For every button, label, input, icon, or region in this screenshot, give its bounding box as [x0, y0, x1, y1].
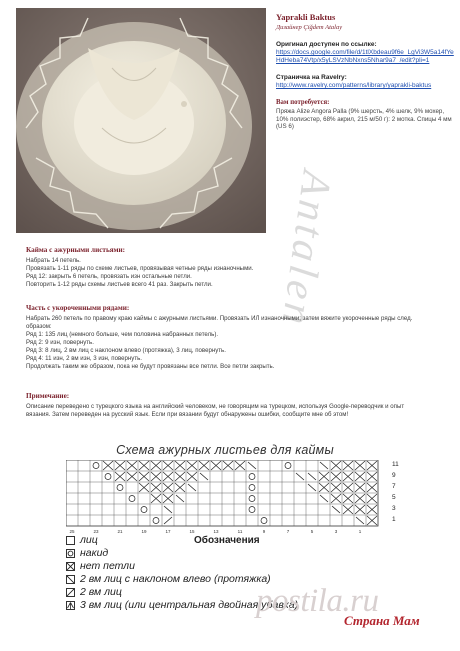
- right-slant-icon: [66, 588, 75, 597]
- col-label: 1: [358, 529, 362, 534]
- col-label: 25: [69, 529, 75, 534]
- row-label: 5: [392, 494, 396, 501]
- chart-grid: [66, 460, 390, 534]
- legend-label: 2 вм лиц: [80, 586, 122, 598]
- legend-item-k2tog: [66, 586, 122, 598]
- legend-heading: Обозначения: [194, 535, 260, 546]
- section-short-rows: [26, 304, 426, 371]
- col-label: 7: [286, 529, 290, 534]
- needs-text: Пряжа Alize Angora Palla (9% шерсть, 4% шелк, 9% мохер, 10% полиэстер, 68% акрил, 215 м/50 г): 2 мотка. Спицы 4 мм (US 6): [276, 107, 452, 131]
- section-line: Ряд 2: 9 изн, повернуть.: [26, 338, 94, 346]
- section-line: Ряд 1: 135 лиц (немного больше, чем половина набранных петель).: [26, 330, 219, 338]
- col-label: 9: [262, 529, 266, 534]
- legend-label: 3 вм лиц (или центральная двойная убавка): [80, 599, 299, 611]
- footer-logo: [256, 583, 456, 643]
- legend-item-nostitch: [66, 560, 135, 572]
- row-label: 9: [392, 472, 396, 479]
- row-label: 3: [392, 505, 396, 512]
- col-label: 15: [189, 529, 195, 534]
- col-label: 11: [237, 529, 243, 534]
- col-label: 5: [310, 529, 314, 534]
- col-label: 23: [93, 529, 99, 534]
- pattern-info: [276, 12, 454, 131]
- legend-item-yo: [66, 547, 108, 559]
- section-line: Ряд 3: 8 лиц, 2 вм лиц с наклоном влево (протяжка), 3 лиц, повернуть.: [26, 346, 226, 354]
- section-heading: Кайма с ажурными листьями:: [26, 246, 126, 254]
- left-slant-icon: [66, 575, 75, 584]
- shawl-photo: [16, 8, 266, 233]
- legend-label: лиц: [80, 534, 98, 546]
- section-line: Набрать 260 петель по правому краю каймы с ажурными листьями. Провязать ИЛ изнаночными; затем вяжите укороченные ряды след. образом:: [26, 314, 413, 330]
- designer-name: Дизайнер Çiğdem Atalay: [276, 23, 343, 31]
- section-line: Ряд 12: закрыть 6 петель, провязать изн остальные петли.: [26, 272, 192, 280]
- knitting-chart: [66, 460, 390, 539]
- row-label: 1: [392, 516, 396, 523]
- legend-item-knit: [66, 534, 98, 546]
- col-label: 19: [141, 529, 147, 534]
- row-label: 11: [392, 461, 399, 468]
- legend-item-ssk: [66, 573, 271, 585]
- col-label: 3: [334, 529, 338, 534]
- legend-label: нет петли: [80, 560, 135, 572]
- ravelry-label: Страничка на Ravelry:: [276, 74, 347, 82]
- cross-icon: [66, 562, 75, 571]
- section-line: Продолжать таким же образом, пока не будут провязаны все петли. Все петли закрыть.: [26, 362, 275, 370]
- col-label: 21: [117, 529, 123, 534]
- section-heading: Часть с укороченными рядами:: [26, 304, 130, 312]
- section-line: Провязать 1-11 ряды по схеме листьев, провязывая четные ряды изнаночными.: [26, 264, 254, 272]
- ravelry-link[interactable]: http://www.ravelry.com/patterns/library/yaprakli-baktus: [276, 82, 432, 90]
- section-heading: Примечание:: [26, 392, 70, 400]
- section-note: [26, 392, 426, 419]
- legend-label: накид: [80, 547, 109, 559]
- blank-square-icon: [66, 536, 75, 545]
- triple-decrease-icon: [66, 601, 75, 610]
- section-border: [26, 246, 426, 289]
- row-label: 7: [392, 483, 396, 490]
- chart-title: Схема ажурных листьев для каймы: [116, 443, 334, 457]
- col-label: 17: [165, 529, 171, 534]
- section-line: Ряд 4: 11 изн, 2 вм изн, 3 изн, повернуть.: [26, 354, 142, 362]
- section-line: Повторить 1-12 ряды схемы листьев всего 41 раз. Закрыть петли.: [26, 280, 213, 288]
- brand-logo: postila.ru: [256, 583, 379, 619]
- original-link[interactable]: https://docs.google.com/file/d/1tlXbdeau9f6e_LgVi3W5a14fYeHdHeba74Vtp/x5yLSVzNbNxns5Nhar9a7_/edit?pli=1: [276, 48, 454, 64]
- circle-icon: [66, 549, 75, 558]
- watermark-text: Antalen: [272, 167, 340, 332]
- original-label: Оригинал доступен по ссылке:: [276, 40, 377, 48]
- site-name: Страна Мам: [344, 613, 420, 628]
- pattern-title: Yaprakli Baktus: [276, 12, 336, 22]
- section-line: Описание переведено с турецкого языка на английский человеком, не говорящим на турецком, используя Google-переводчик и опыт вязания. Затем переведен на русский язык. Если при вязании будут обнаружены ошибки, сообщите мне об этом!: [26, 402, 405, 418]
- legend-label: 2 вм лиц с наклоном влево (протяжка): [80, 573, 271, 585]
- needs-heading: Вам потребуется:: [276, 99, 330, 107]
- col-label: 13: [213, 529, 219, 534]
- section-line: Набрать 14 петель.: [26, 256, 81, 264]
